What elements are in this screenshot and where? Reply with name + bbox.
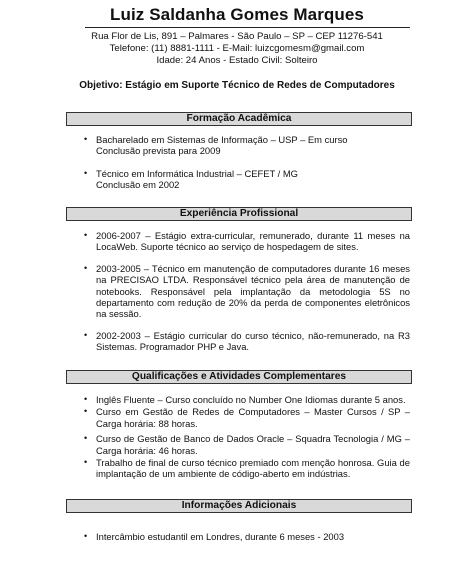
- education-completion: Conclusão em 2002: [96, 179, 180, 191]
- candidate-name: Luiz Saldanha Gomes Marques: [110, 5, 364, 24]
- list-item: • Curso de Gestão de Banco de Dados Oracle – Squadra Tecnologia / MG – Carga horária: 46 horas.: [84, 433, 410, 456]
- list-item: • 2006-2007 – Estágio extra-curricular, remunerado, durante 11 meses na LocaWeb. Suporte técnico ao serviço de hospedagem de sites.: [84, 230, 410, 253]
- qualifications-list: [84, 394, 410, 480]
- education-degree: • Bacharelado em Sistemas de Informação – USP – Em curso: [96, 134, 348, 145]
- section-header-additional: Informações Adicionais: [66, 499, 412, 513]
- age-status-line: Idade: 24 Anos - Estado Civil: Solteiro: [156, 55, 318, 66]
- list-item: • 2002-2003 – Estágio curricular do curso técnico, não-remunerado, na R3 Sistemas. Programador PHP e Java.: [84, 330, 410, 353]
- list-item: • 2003-2005 – Técnico em manutenção de computadores durante 16 meses na PRECISAO LTDA. Responsável técnico pela área de manutenção de notebooks. Responsável pela implantação da metodologia 5S no departamento com redução de 20% da perda de componentes eletrônicos na sessão.: [84, 263, 410, 320]
- list-item: • Inglês Fluente – Curso concluído no Number One Idiomas durante 5 anos.: [84, 394, 410, 405]
- phone-email-line: Telefone: (11) 8881-1111 - E-Mail: luizcgomesm@gmail.com: [109, 43, 365, 54]
- section-header-experience: Experiência Profissional: [66, 207, 412, 221]
- list-item: • Curso em Gestão de Redes de Computadores – Master Cursos / SP – Carga horária: 88 horas.: [84, 406, 410, 429]
- list-item: [84, 134, 410, 157]
- address-line: Rua Flor de Lis, 891 – Palmares - São Paulo – SP – CEP 11276-541: [91, 31, 383, 42]
- education-completion: Conclusão prevista para 2009: [96, 145, 221, 157]
- objective-line: Objetivo: Estágio em Suporte Técnico de Redes de Computadores: [79, 80, 395, 91]
- education-list: [84, 134, 410, 191]
- list-item: [84, 168, 410, 191]
- name-underline: [85, 27, 410, 28]
- list-item: • Trabalho de final de curso técnico premiado com menção honrosa. Guia de implantação de um ambiente de código-aberto em indústrias.: [84, 457, 410, 480]
- experience-list: [84, 230, 410, 353]
- section-header-education: Formação Acadêmica: [66, 112, 412, 126]
- section-header-qualifications: Qualificações e Atividades Complementares: [66, 370, 412, 384]
- education-degree: • Técnico em Informática Industrial – CEFET / MG: [96, 167, 298, 179]
- additional-list: [84, 531, 410, 542]
- list-item: • Intercâmbio estudantil em Londres, durante 6 meses - 2003: [84, 531, 410, 542]
